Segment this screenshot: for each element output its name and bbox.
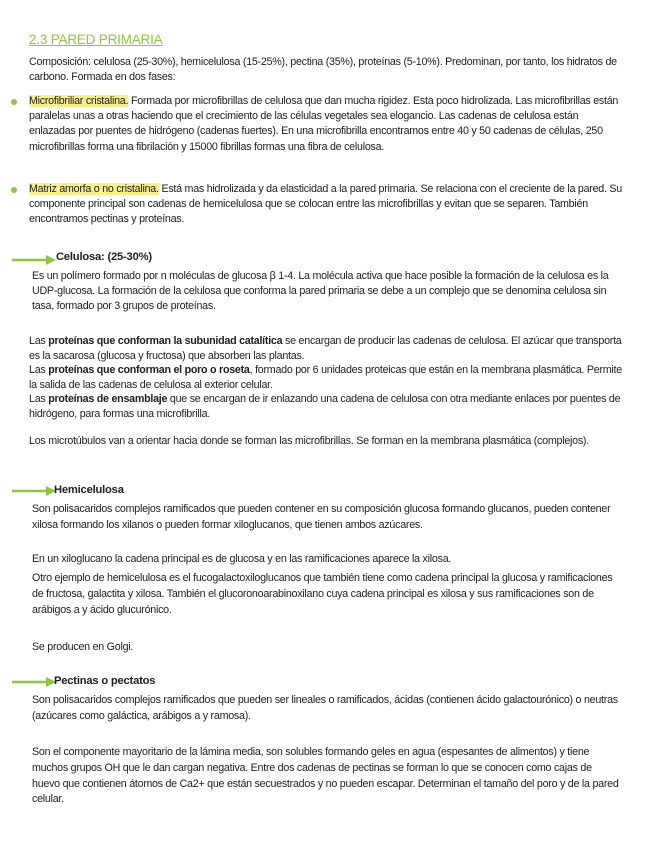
- bullet-matriz: [29, 182, 623, 228]
- celulosa-paragraph: Es un polímero formado por n moléculas de glucosa β 1-4. La molécula activa que hace posible la formación de la celulosa es la UDP-glucosa. La formación de la celulosa que conforma la pared primaria se debe a un complejo que se denomina celulosa sin tasa, formado por 3 grupos de proteínas.: [32, 270, 609, 313]
- bold-term: proteínas que conforman la subunidad catalítica: [48, 335, 283, 347]
- hemicelulosa-paragraph-4: Se producen en Golgi.: [32, 641, 134, 653]
- microtubulos-paragraph: Los microtúbulos van a orientar hacia donde se forman las microfibrillas. Se forman en la membrana plasmática (complejos).: [29, 435, 589, 447]
- arrow-right-icon: [12, 486, 56, 496]
- intro-paragraph: Composición: celulosa (25-30%), hemicelulosa (15-25%), pectina (35%), proteínas (5-10%). Predominan, por tanto, los hidratos de carbono. Formada en dos fases:: [29, 56, 617, 84]
- bullet-microfibriliar: [29, 94, 623, 155]
- pectinas-paragraph-2: Son el componente mayoritario de la lámina media, son solubles formando geles en agua (espesantes de alimentos) y tiene muchos grupos OH que le dan cargan negativa. Entre dos cadenas de pectinas se forman lo que se conocen como cajas de huevo que contienen átomos de Ca2+ que están secuestrados y no pueden escapar. Determinan el tamaño del poro y de la pared celular.: [32, 746, 619, 806]
- bullet-text: Formada por microfibrillas de celulosa que dan mucha rigidez. Esta poco hidrolizada. Las microfibrillas están paralelas unas a otras haciendo que el crecimiento de las células vegetales sea elogancio. Las cadenas de celulosa están enlazadas por puentes de hidrógeno (cadenas fuertes). En una microfibrilla encontramos entre 40 y 50 cadenas de células, 250 microfibrillas forma una fibrilación y 15000 fibrillas formas una fibra de celulosa.: [29, 95, 619, 153]
- bold-term: proteínas de ensamblaje: [48, 393, 168, 406]
- arrow-right-icon: [12, 677, 56, 687]
- bullet-text: Está mas hidrolizada y da elasticidad a la pared primaria. Se relaciona con el creciente de la pared. Su componente principal son cadenas de hemicelulosa que se colocan entre las microfibrillas y evitan que se separen. También encontramos pectinas y proteínas.: [29, 183, 622, 226]
- heading-celulosa: Celulosa: (25-30%): [56, 251, 152, 263]
- highlighted-term: Microfibriliar cristalina.: [29, 95, 129, 107]
- hemicelulosa-paragraph-3: Otro ejemplo de hemicelulosa es el fucogalactoxiloglucanos que también tiene como cadena principal la glucosa y ramificaciones de fructosa, galactita y xilosa. También el glucoronoarabinoxilano cuya cadena principal es xilosa y sus ramificaciones son de arábigos a y ácido glucurónico.: [32, 572, 613, 616]
- heading-pectinas: Pectinas o pectatos: [54, 675, 156, 687]
- heading-hemicelulosa: Hemicelulosa: [54, 484, 124, 496]
- arrow-right-icon: [12, 255, 56, 265]
- hemicelulosa-paragraph-2: En un xiloglucano la cadena principal es de glucosa y en las ramificaciones aparece la xilosa.: [32, 553, 452, 565]
- hemicelulosa-paragraph-1: Son polisacaridos complejos ramificados que pueden contener en su composición glucosa formando glucanos, pueden contener xilosa formando los xilanos o pueden formar xiloglucanos, que tienen ambos azúcares.: [32, 503, 611, 531]
- bullet-dot-icon: [11, 99, 17, 105]
- highlighted-term: Matriz amorfa o no cristalina.: [29, 183, 159, 195]
- pectinas-paragraph-1: Son polisacaridos complejos ramificados que pueden ser lineales o ramificados, ácidas (contienen ácido galactourónico) o neutras (azúcares como galáctica, arábigos a y ramosa).: [32, 694, 618, 722]
- section-title: 2.3 PARED PRIMARIA: [29, 32, 163, 47]
- proteins-paragraph: Las proteínas que conforman la subunidad catalítica se encargan de producir las cadenas de celulosa. El azúcar que transporta es la sacarosa (glucosa y fructosa) que absorben las plantas. Las proteínas que conforman el poro o roseta, formado por 6 unidades proteicas que están en la membrana plasmática. Permite la salida de las cadenas de celulosa al exterior celular. Las proteínas de ensamblaje que se encargan de ir enlazando una cadena de celulosa con otra mediante enlaces por puentes de hidrógeno, para formas una microfibrilla.: [29, 335, 622, 420]
- bold-term: proteínas que conforman el poro o roseta: [48, 364, 250, 377]
- bullet-dot-icon: [11, 187, 17, 193]
